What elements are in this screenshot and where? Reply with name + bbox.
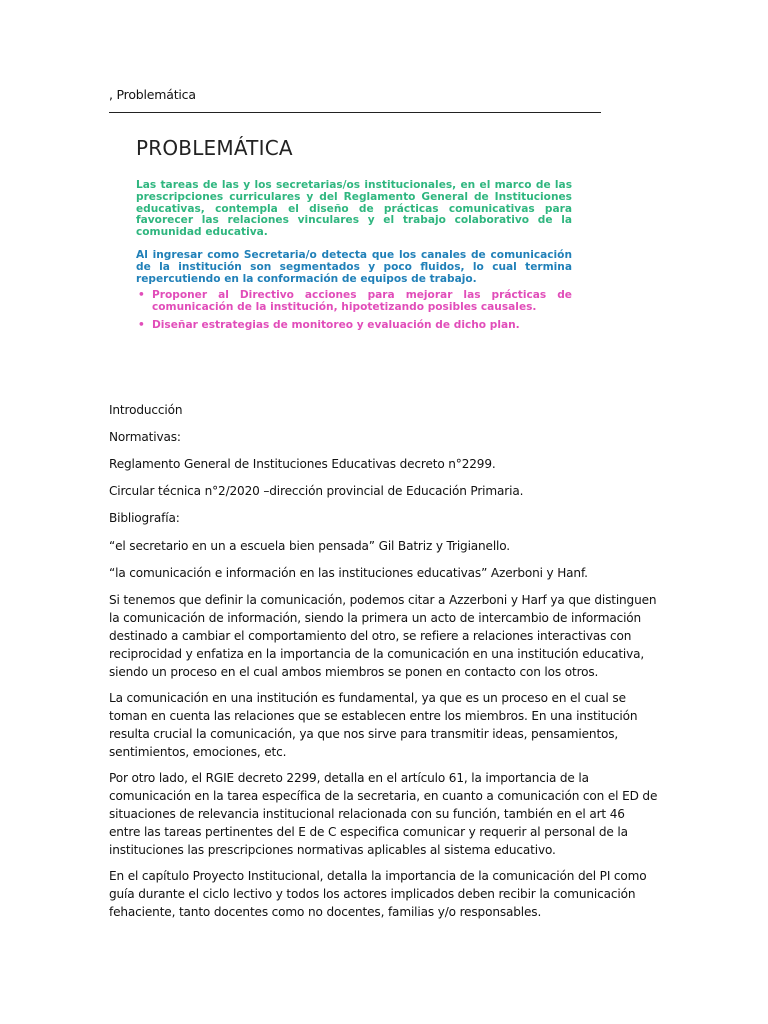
problematica-slide-image bbox=[130, 130, 580, 350]
bibliografia-item: “el secretario en un a escuela bien pensada” Gil Batriz y Trigianello. bbox=[109, 539, 510, 553]
slide-title: PROBLEMÁTICA bbox=[136, 136, 293, 160]
bibliografia-item: “la comunicación e información en las instituciones educativas” Azerboni y Hanf. bbox=[109, 566, 588, 580]
document-header: , Problemática bbox=[109, 87, 196, 102]
slide-paragraph-blue: Al ingresar como Secretaria/o detecta que los canales de comunicación de la institución son segmentados y poco fluidos, lo cual termina repercutiendo en la conformación de equipos de trabajo. bbox=[136, 249, 572, 285]
slide-paragraph-green: Las tareas de las y los secretarias/os institucionales, en el marco de las prescripciones curriculares y del Reglamento General de Instituciones educativas, contempla el diseño de prácticas comunicativas para favorecer las relaciones vinculares y el trabajo colaborativo de la comunidad educativa. bbox=[136, 179, 572, 239]
heading-bibliografia: Bibliografía: bbox=[109, 511, 180, 525]
normativa-item: Circular técnica n°2/2020 –dirección provincial de Educación Primaria. bbox=[109, 484, 524, 498]
slide-bullet-item: • Diseñar estrategias de monitoreo y evaluación de dicho plan. bbox=[136, 320, 572, 332]
body-paragraph: La comunicación en una institución es fundamental, ya que es un proceso en el cual se toman en cuenta las relaciones que se establecen entre los miembros. En una institución resulta crucial la comunicación, ya que nos sirve para transmitir ideas, pensamientos, sentimientos, emociones, etc. bbox=[109, 691, 638, 759]
body-paragraph: En el capítulo Proyecto Institucional, detalla la importancia de la comunicación del PI como guía durante el ciclo lectivo y todos los actores implicados deben recibir la comunicación fehaciente, tanto docentes como no docentes, familias y/o responsables. bbox=[109, 869, 647, 919]
heading-introduccion: Introducción bbox=[109, 403, 183, 417]
heading-normativas: Normativas: bbox=[109, 430, 181, 444]
body-paragraph: Por otro lado, el RGIE decreto 2299, detalla en el artículo 61, la importancia de la comunicación en la tarea específica de la secretaria, en cuanto a comunicación con el ED de situaciones de relevancia institucional relacionada con su función, también en el art 46 entre las tareas pertinentes del E de C especifica comunicar y requerir al personal de la instituciones las prescripciones normativas aplicables al sistema educativo. bbox=[109, 771, 658, 857]
slide-bullet-list bbox=[136, 290, 572, 337]
body-paragraph: Si tenemos que definir la comunicación, podemos citar a Azzerboni y Harf ya que distinguen la comunicación de información, siendo la primera un acto de intercambio de información destinado a cambiar el comportamiento del otro, se refiere a relaciones interactivas con reciprocidad y enfatiza en la importancia de la comunicación en una institución educativa, siendo un proceso en el cual ambos miembros se ponen en contacto con los otros. bbox=[109, 593, 657, 679]
header-divider bbox=[109, 112, 601, 113]
slide-bullet-item: • Proponer al Directivo acciones para mejorar las prácticas de comunicación de la institución, hipotetizando posibles causales. bbox=[136, 290, 572, 314]
normativa-item: Reglamento General de Instituciones Educativas decreto n°2299. bbox=[109, 457, 496, 471]
